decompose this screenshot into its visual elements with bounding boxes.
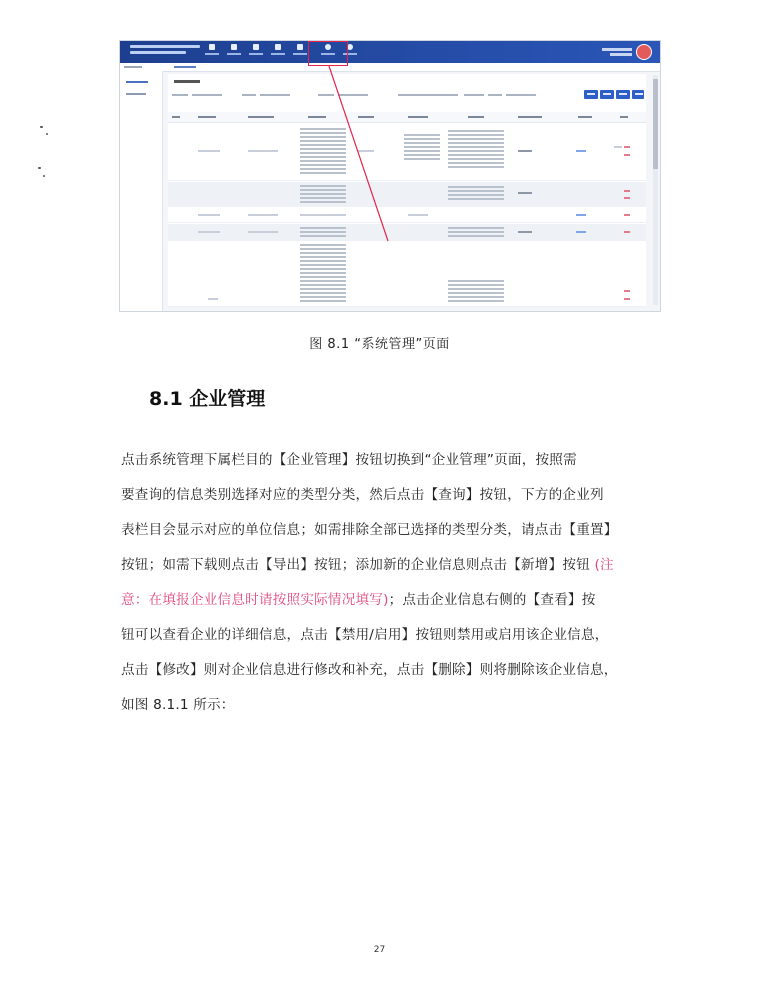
paragraph-line: 按钮；如需下载则点击【导出】按钮；添加新的企业信息则点击【新增】按钮 (注 [121, 557, 614, 573]
note-text: 意：在填报企业信息时请按照实际情况填写) [121, 592, 389, 608]
scan-speck [46, 133, 48, 135]
scan-speck [38, 167, 41, 169]
figure-caption: 图 8.1 “系统管理”页面 [309, 337, 450, 352]
paragraph-line: 钮可以查看企业的详细信息，点击【禁用/启用】按钮则禁用或启用该企业信息， [121, 627, 609, 643]
body-paragraph [121, 443, 661, 723]
section-heading: 8.1 企业管理 [149, 388, 266, 410]
paragraph-line: 如图 8.1.1 所示： [121, 697, 235, 713]
system-management-screenshot [119, 40, 661, 312]
page-number: 27 [373, 945, 386, 955]
paragraph-line: 点击【修改】则对企业信息进行修改和补充，点击【删除】则将删除该企业信息， [121, 662, 618, 678]
note-text: (注 [594, 557, 614, 573]
pointer-arrow [120, 41, 660, 311]
paragraph-line: 要查询的信息类别选择对应的类型分类，然后点击【查询】按钮，下方的企业列 [121, 487, 604, 503]
scan-speck [40, 126, 43, 128]
paragraph-line: 点击系统管理下属栏目的【企业管理】按钮切换到“企业管理”页面，按照需 [121, 452, 577, 468]
paragraph-line: 表栏目会显示对应的单位信息；如需排除全部已选择的类型分类，请点击【重置】 [121, 522, 618, 538]
scan-speck [43, 175, 45, 177]
paragraph-line: 意：在填报企业信息时请按照实际情况填写)；点击企业信息右侧的【查看】按 [121, 592, 596, 608]
